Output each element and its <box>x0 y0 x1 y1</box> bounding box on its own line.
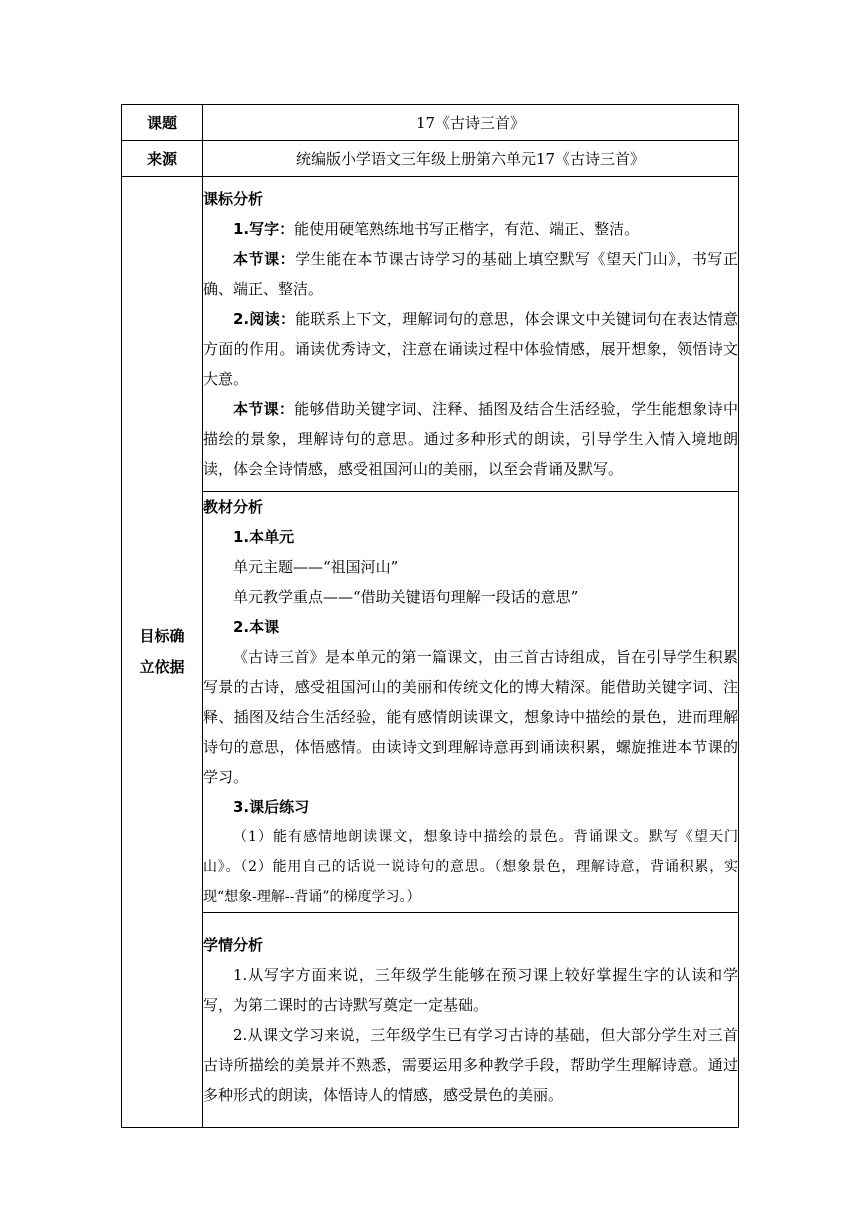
standards-p3 <box>203 304 738 394</box>
standards-p3-text: 能联系上下文，理解词句的意思，体会课文中关键词句在表达情意方面的作用。诵读优秀诗文，注意在诵读过程中体验情感，展开想象，领悟诗文大意。 <box>203 310 738 388</box>
standards-p2 <box>203 244 738 304</box>
textbook-line1: 单元主题——“祖国河山” <box>233 558 399 576</box>
basis-label <box>122 177 203 1128</box>
source-value: 统编版小学语文三年级上册第六单元17《古诗三首》 <box>203 141 739 177</box>
standards-p1 <box>203 214 738 244</box>
textbook-title: 教材分析 <box>203 498 264 516</box>
row-basis <box>122 177 739 492</box>
row-students <box>122 913 739 1128</box>
standards-p2-text: 学生能在本节课古诗学习的基础上填空默写《望天门山》，书写正确、端正、整洁。 <box>203 250 738 298</box>
standards-p1-head: 1.写字： <box>233 220 295 238</box>
standards-cell <box>203 177 739 492</box>
standards-p4-head: 本节课： <box>233 400 295 418</box>
students-cell <box>203 913 739 1128</box>
students-p2: 2.从课文学习来说，三年级学生已有学习古诗的基础，但大部分学生对三首古诗所描绘的美景并不熟悉，需要运用多种教学手段，帮助学生理解诗意。通过多种形式的朗读，体悟诗人的情感，感受景色的美丽。 <box>203 1026 738 1104</box>
textbook-cell <box>203 492 739 913</box>
basis-label-line2: 立依据 <box>139 658 185 676</box>
standards-p2-head: 本节课： <box>233 250 296 268</box>
students-title: 学情分析 <box>203 936 264 954</box>
textbook-lesson-paragraph: 《古诗三首》是本单元的第一篇课文，由三首古诗组成，旨在引导学生积累写景的古诗，感受祖国河山的美丽和传统文化的博大精深。能借助关键字词、注释、插图及结合生活经验，能有感情朗读课文，想象诗中描绘的景色，进而理解诗句的意思，体悟感情。由读诗文到理解诗意再到诵读积累，螺旋推进本节课的学习。 <box>203 648 738 786</box>
row-source <box>122 141 739 177</box>
row-topic <box>122 105 739 141</box>
topic-value: 17《古诗三首》 <box>203 105 739 141</box>
standards-title: 课标分析 <box>203 190 264 208</box>
topic-label: 课题 <box>122 105 203 141</box>
students-p1: 1.从写字方面来说，三年级学生能够在预习课上较好掌握生字的认读和学写，为第二课时的古诗默写奠定一定基础。 <box>203 966 738 1014</box>
textbook-line2: 单元教学重点——“借助关键语句理解一段话的意思” <box>233 588 579 606</box>
textbook-h3: 3.课后练习 <box>233 798 310 816</box>
standards-p4 <box>203 394 738 484</box>
source-label: 来源 <box>122 141 203 177</box>
standards-p4-text: 能够借助关键字词、注释、插图及结合生活经验，学生能想象诗中描绘的景象，理解诗句的意思。通过多种形式的朗读，引导学生入情入境地朗读，体会全诗情感，感受祖国河山的美丽，以至会背诵及默写。 <box>203 400 738 478</box>
lesson-plan-table <box>121 104 739 1128</box>
textbook-exercise-paragraph: （1）能有感情地朗读课文，想象诗中描绘的景色。背诵课文。默写《望天门山》。（2）能用自己的话说一说诗句的意思。（想象景色，理解诗意，背诵积累，实现“想象-理解--背诵”的梯度学习。） <box>203 829 738 905</box>
basis-label-line1: 目标确 <box>139 627 185 645</box>
textbook-h1: 1.本单元 <box>233 528 295 546</box>
standards-p3-head: 2.阅读： <box>233 310 296 328</box>
row-textbook <box>122 492 739 913</box>
textbook-h2: 2.本课 <box>233 618 280 636</box>
standards-p1-text: 能使用硬笔熟练地书写正楷字，有范、端正、整洁。 <box>294 220 640 238</box>
